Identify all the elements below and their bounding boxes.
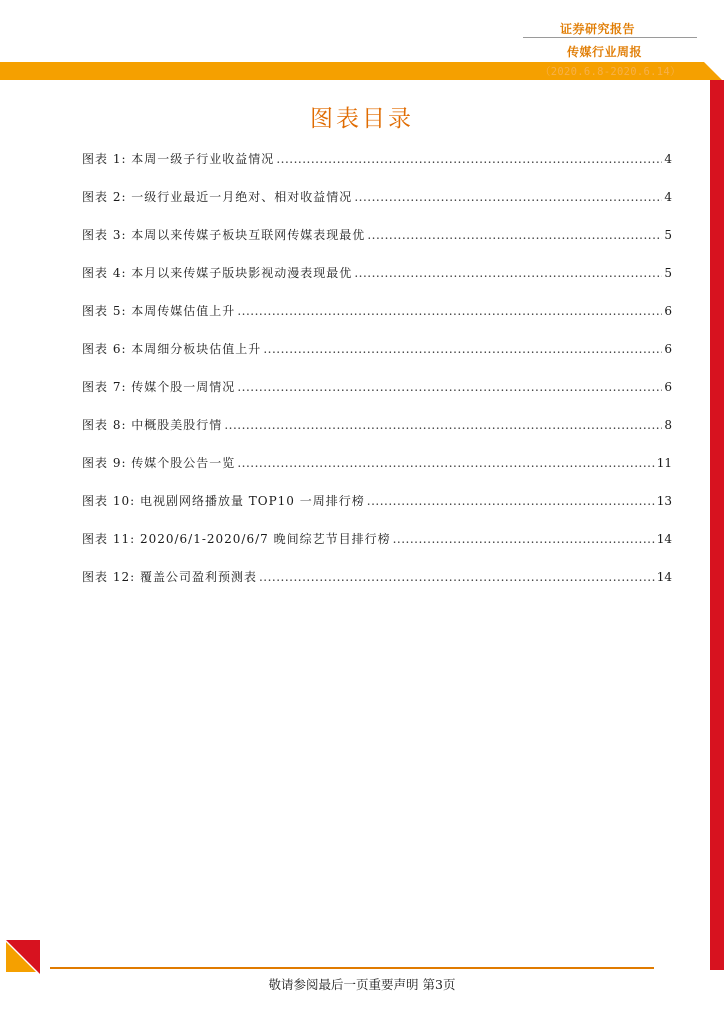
toc-dot-leader — [393, 532, 655, 546]
toc-entry-label: 图表 9: 传媒个股公告一览 — [82, 456, 236, 470]
toc-entry[interactable] — [82, 492, 672, 530]
toc-title: 图表目录 — [310, 106, 414, 132]
footer-text: 敬请参阅最后一页重要声明 第3页 — [268, 977, 456, 992]
toc-dot-leader — [367, 494, 655, 508]
toc-entry-page: 8 — [664, 418, 672, 432]
toc-entry-page: 13 — [656, 494, 672, 508]
toc-entry-page: 6 — [664, 342, 672, 356]
toc-entry-page: 6 — [664, 304, 672, 318]
toc-dot-leader — [354, 190, 662, 204]
toc-entry[interactable] — [82, 302, 672, 340]
toc-dot-leader — [237, 456, 654, 470]
toc-dot-leader — [263, 342, 662, 356]
toc-entry-label: 图表 11: 2020/6/1-2020/6/7 晚间综艺节目排行榜 — [82, 532, 391, 546]
toc-entry-label: 图表 4: 本月以来传媒子版块影视动漫表现最优 — [82, 266, 353, 280]
toc-entry[interactable] — [82, 378, 672, 416]
toc-entry-label: 图表 8: 中概股美股行情 — [82, 418, 223, 432]
toc-entry[interactable] — [82, 454, 672, 492]
toc-entry[interactable] — [82, 150, 672, 188]
report-type-label: 证券研究报告 — [560, 22, 636, 36]
header-divider — [523, 37, 697, 38]
toc-dot-leader — [224, 418, 662, 432]
toc-entry-page: 5 — [664, 266, 672, 280]
side-red-bar — [710, 80, 724, 970]
toc-entry-label: 图表 3: 本周以来传媒子板块互联网传媒表现最优 — [82, 228, 366, 242]
footer-divider — [50, 967, 654, 969]
toc-entry[interactable] — [82, 530, 672, 568]
toc-entry-label: 图表 12: 覆盖公司盈利预测表 — [82, 570, 257, 584]
toc-entry-label: 图表 6: 本周细分板块估值上升 — [82, 342, 262, 356]
date-range-label: （2020.6.8-2020.6.14） — [540, 66, 681, 78]
toc-entry-page: 14 — [656, 532, 672, 546]
toc-dot-leader — [237, 380, 662, 394]
toc-entry[interactable] — [82, 264, 672, 302]
toc-entry-page: 11 — [656, 456, 672, 470]
toc-dot-leader — [354, 266, 662, 280]
toc-dot-leader — [259, 570, 655, 584]
toc-entry-label: 图表 10: 电视剧网络播放量 TOP10 一周排行榜 — [82, 494, 365, 508]
toc-entry-page: 14 — [656, 570, 672, 584]
toc-entry-page: 4 — [664, 190, 672, 204]
toc-entry-page: 6 — [664, 380, 672, 394]
toc-entry-label: 图表 5: 本周传媒估值上升 — [82, 304, 236, 318]
toc-entry-label: 图表 7: 传媒个股一周情况 — [82, 380, 236, 394]
toc-entry-label: 图表 2: 一级行业最近一月绝对、相对收益情况 — [82, 190, 353, 204]
toc-dot-leader — [276, 152, 662, 166]
toc-dot-leader — [367, 228, 662, 242]
corner-triangle-logo — [6, 940, 42, 980]
toc-entry[interactable] — [82, 416, 672, 454]
toc-entry[interactable] — [82, 340, 672, 378]
toc-entry[interactable] — [82, 568, 672, 606]
toc-entry-label: 图表 1: 本周一级子行业收益情况 — [82, 152, 275, 166]
toc-list — [82, 150, 672, 606]
toc-entry-page: 4 — [664, 152, 672, 166]
toc-dot-leader — [237, 304, 662, 318]
report-name-label: 传媒行业周报 — [567, 45, 643, 59]
toc-entry[interactable] — [82, 188, 672, 226]
toc-entry[interactable] — [82, 226, 672, 264]
toc-entry-page: 5 — [664, 228, 672, 242]
